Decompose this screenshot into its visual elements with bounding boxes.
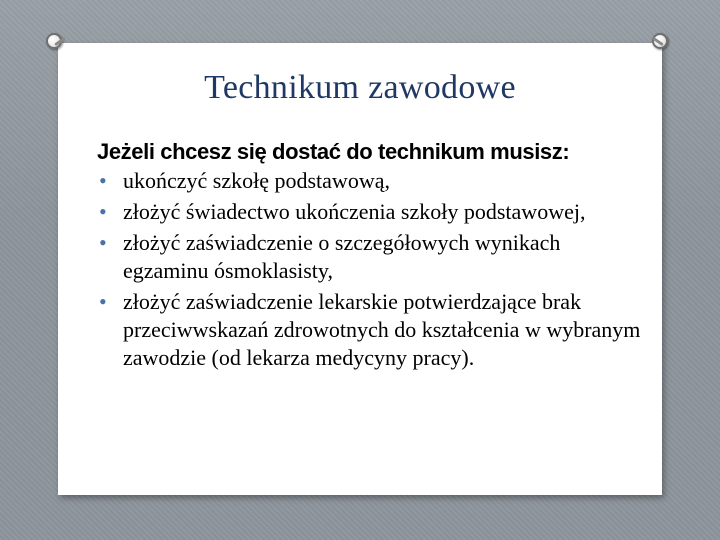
bullet-icon: • <box>99 289 107 314</box>
list-item-text: złożyć świadectwo ukończenia szkoły podstawowej, <box>123 199 586 224</box>
list-item-text: ukończyć szkołę podstawową, <box>123 168 390 193</box>
bullet-icon: • <box>99 230 107 255</box>
list-item <box>97 229 647 285</box>
list-item-text: złożyć zaświadczenie o szczegółowych wynikach egzaminu ósmoklasisty, <box>123 230 561 283</box>
bullet-icon: • <box>99 168 107 193</box>
pushpin-icon <box>652 33 668 49</box>
list-item <box>97 167 647 195</box>
pushpin-icon <box>46 33 62 49</box>
list-item <box>97 198 647 226</box>
lead-text: Jeżeli chcesz się dostać do technikum musisz: <box>97 139 570 164</box>
requirements-list <box>97 167 647 372</box>
slide-content <box>97 137 647 375</box>
list-item-text: złożyć zaświadczenie lekarskie potwierdzające brak przeciwwskazań zdrowotnych do kształcenia w wybranym zawodzie (od lekarza medycyny pracy). <box>123 289 641 370</box>
list-item <box>97 288 647 372</box>
slide-title: Technikum zawodowe <box>204 69 516 106</box>
bullet-icon: • <box>99 199 107 224</box>
